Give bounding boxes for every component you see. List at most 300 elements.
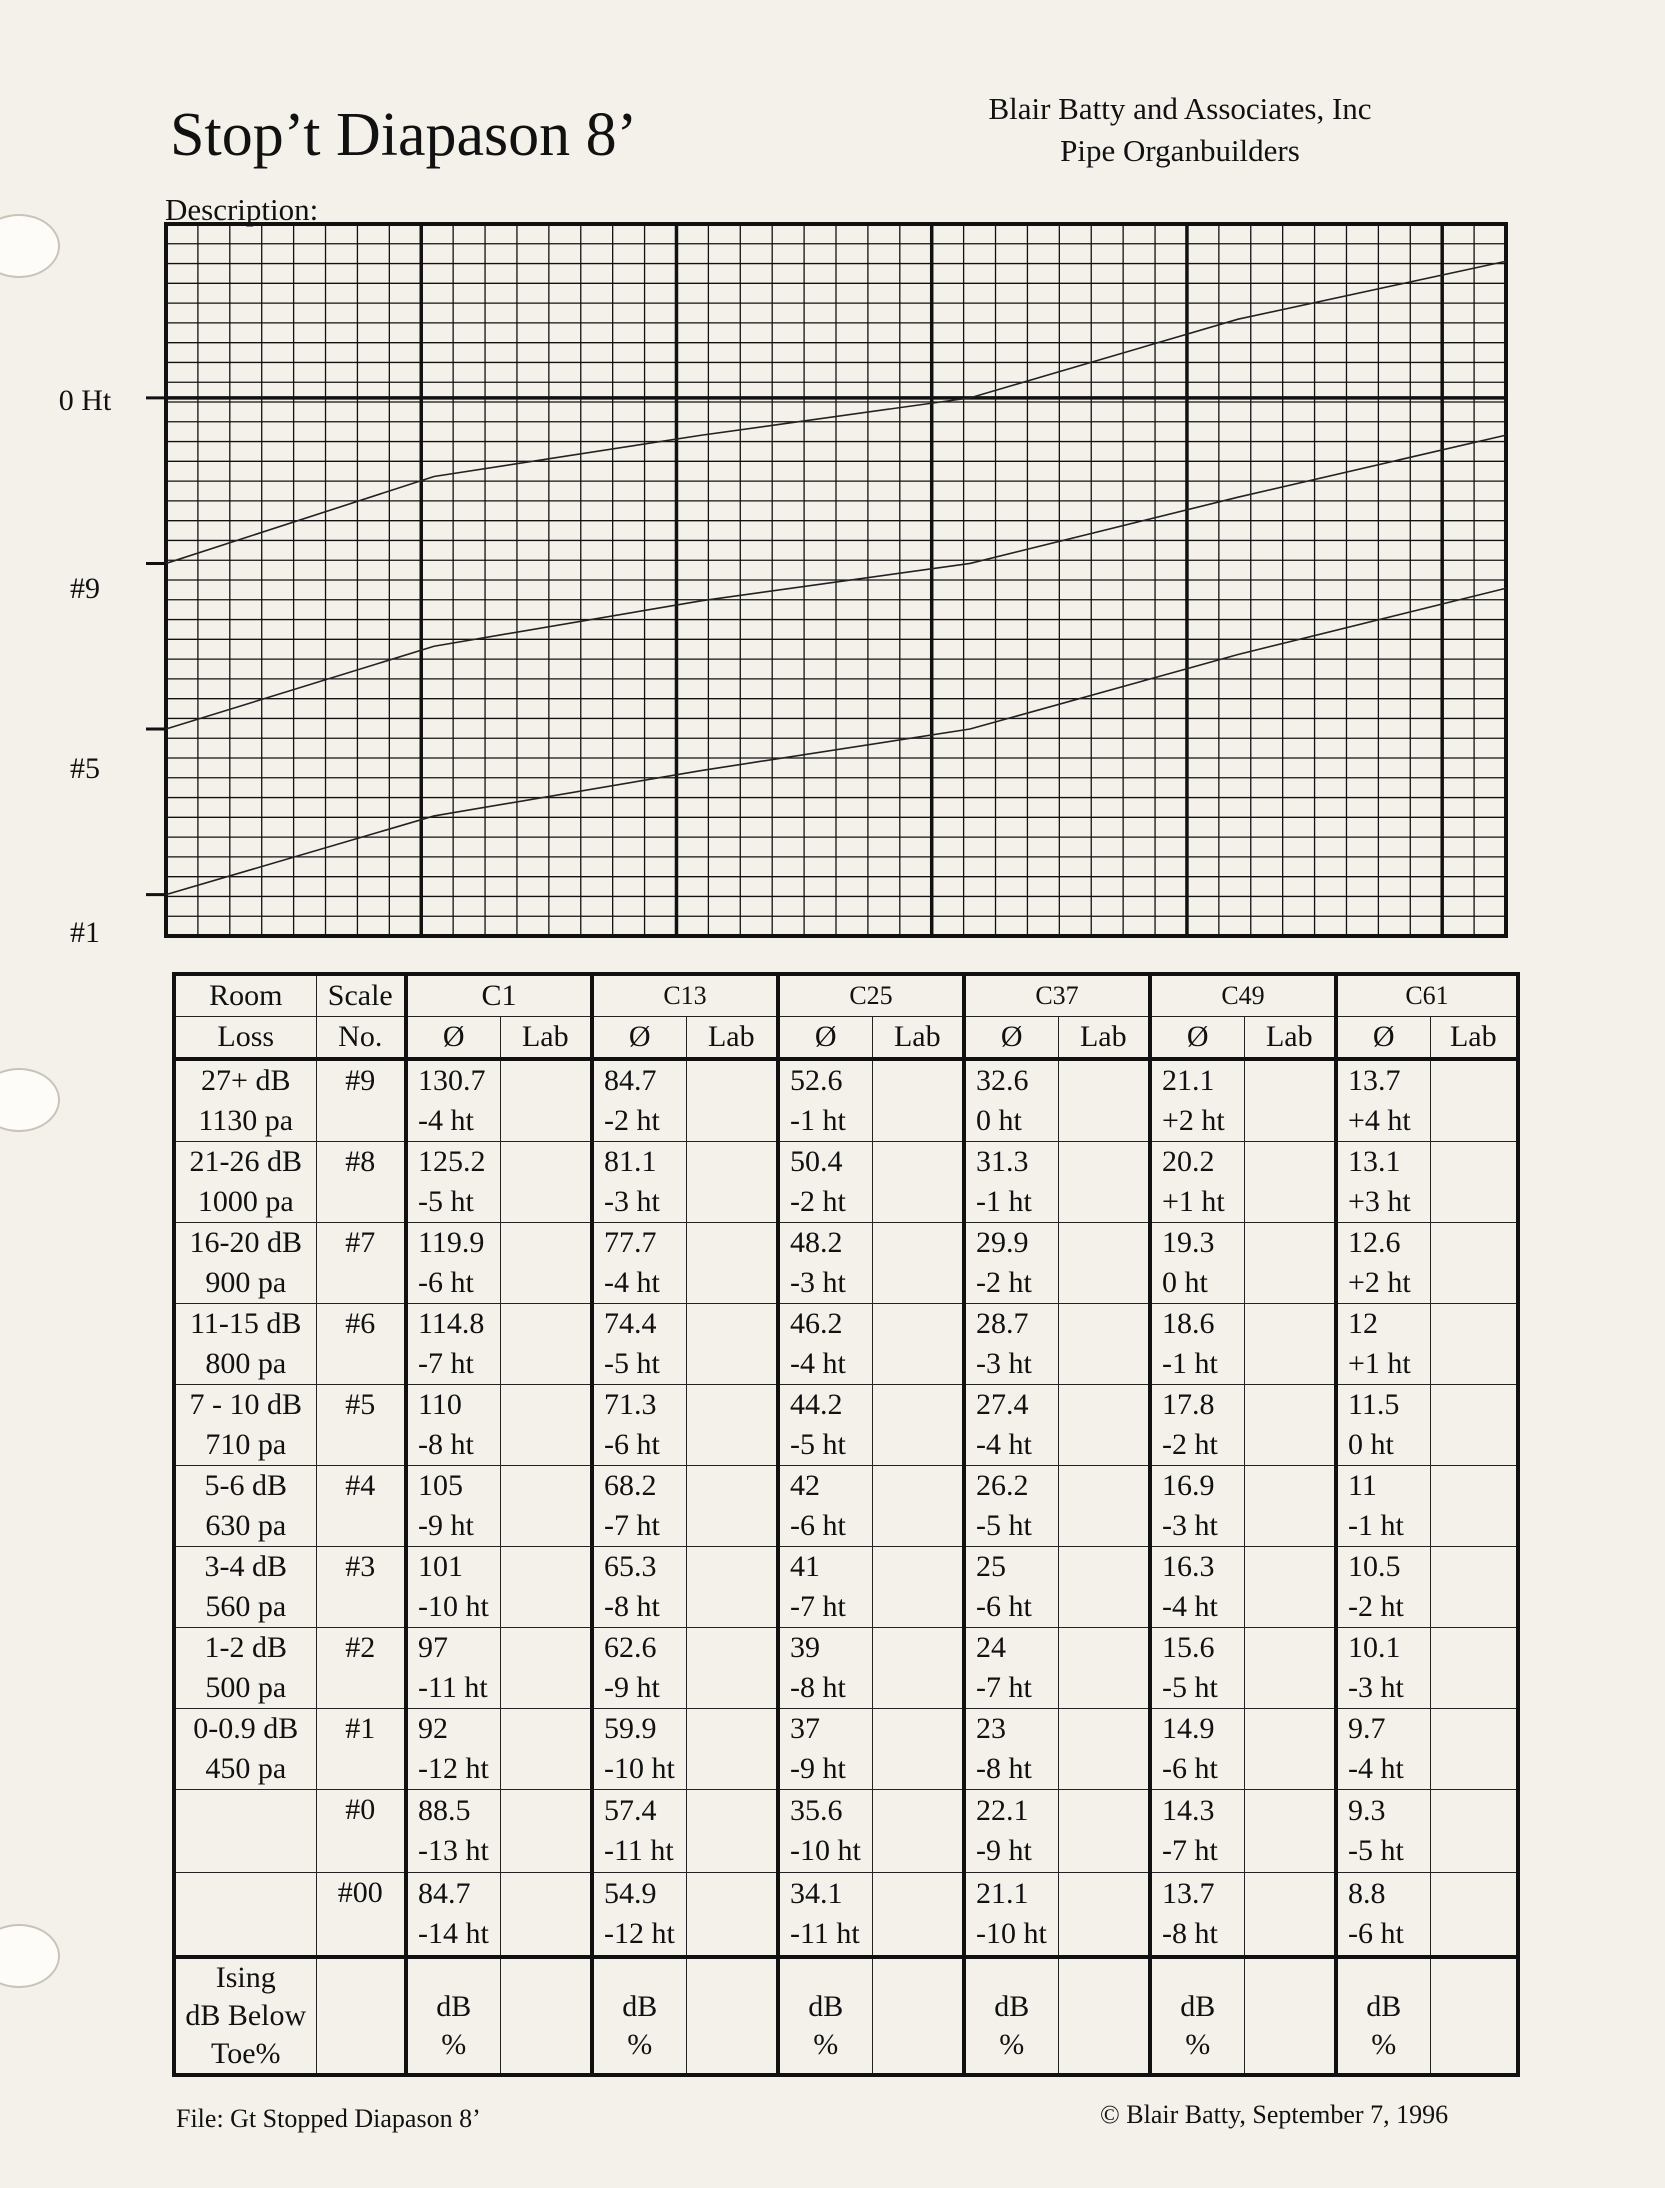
- room-loss-db: 7 - 10 dB: [189, 1388, 302, 1421]
- halftone-value: -3 ht: [1162, 1509, 1218, 1542]
- diameter-value: 59.9: [604, 1712, 657, 1745]
- halftone-value: +2 ht: [1162, 1104, 1225, 1137]
- diameter-value: 31.3: [976, 1145, 1029, 1178]
- halftone-value: -4 ht: [976, 1428, 1032, 1461]
- halftone-value: -8 ht: [790, 1671, 846, 1704]
- diameter-cell: [964, 1223, 1058, 1304]
- halftone-value: 0 ht: [976, 1104, 1022, 1137]
- diameter-value: 11.5: [1348, 1388, 1400, 1421]
- diameter-value: 37: [790, 1712, 821, 1745]
- halftone-value: +2 ht: [1348, 1266, 1411, 1299]
- diameter-cell: [1150, 1873, 1244, 1958]
- note-header-c61: C61: [1336, 974, 1518, 1017]
- halftone-value: -10 ht: [976, 1917, 1047, 1950]
- table-row: [174, 1790, 1518, 1873]
- halftone-value: -1 ht: [1162, 1347, 1218, 1380]
- lab-cell: [1430, 1304, 1518, 1385]
- ising-db: dB: [622, 1990, 658, 2023]
- diameter-cell: [406, 1223, 500, 1304]
- diameter-cell: [406, 1059, 500, 1142]
- room-loss-pa: 450 pa: [205, 1752, 287, 1785]
- diameter-value: 50.4: [790, 1145, 843, 1178]
- diameter-cell: [1336, 1059, 1430, 1142]
- diameter-value: 26.2: [976, 1469, 1029, 1502]
- diameter-value: 11: [1348, 1469, 1377, 1502]
- lab-cell: [1244, 1385, 1336, 1466]
- diameter-value: 27.4: [976, 1388, 1029, 1421]
- table-row: [174, 1142, 1518, 1223]
- lab-cell: [500, 1059, 592, 1142]
- room-loss-cell: [174, 1142, 316, 1223]
- diameter-value: 84.7: [604, 1064, 657, 1097]
- scale-number: #7: [316, 1223, 406, 1304]
- halftone-value: -4 ht: [1348, 1752, 1404, 1785]
- ising-percent: %: [627, 2028, 653, 2061]
- room-loss-pa: 1000 pa: [197, 1185, 294, 1218]
- diameter-value: 84.7: [418, 1877, 471, 1910]
- room-loss-cell: [174, 1628, 316, 1709]
- diameter-cell: [406, 1385, 500, 1466]
- lab-cell: [686, 1466, 778, 1547]
- diameter-value: 12: [1348, 1307, 1379, 1340]
- scale-number: #0: [316, 1790, 406, 1873]
- diameter-cell: [778, 1223, 872, 1304]
- diameter-cell: [778, 1385, 872, 1466]
- table-row: [174, 1628, 1518, 1709]
- lab-header: Lab: [1244, 1017, 1336, 1060]
- halftone-value: -8 ht: [418, 1428, 474, 1461]
- halftone-value: -6 ht: [1348, 1917, 1404, 1950]
- scale-number: #00: [316, 1873, 406, 1958]
- ising-line: Toe%: [210, 2037, 281, 2070]
- halftone-value: -6 ht: [604, 1428, 660, 1461]
- lab-cell: [686, 1385, 778, 1466]
- halftone-value: -5 ht: [1348, 1834, 1404, 1867]
- diameter-value: 13.7: [1162, 1877, 1215, 1910]
- ising-db: dB: [436, 1990, 472, 2023]
- lab-cell: [686, 1709, 778, 1790]
- halftone-value: 0 ht: [1348, 1428, 1394, 1461]
- lab-cell: [500, 1304, 592, 1385]
- lab-cell: [1058, 1709, 1150, 1790]
- diameter-value: 130.7: [418, 1064, 486, 1097]
- diameter-cell: [1150, 1142, 1244, 1223]
- diameter-value: 92: [418, 1712, 448, 1745]
- diameter-cell: [1336, 1709, 1430, 1790]
- ising-scale-cell: [316, 1957, 406, 2075]
- diameter-value: 62.6: [604, 1631, 657, 1664]
- lab-cell: [1430, 1790, 1518, 1873]
- scale-number: #1: [316, 1709, 406, 1790]
- ising-lab-cell: [1430, 1957, 1518, 2075]
- lab-cell: [500, 1709, 592, 1790]
- room-loss-db: 1-2 dB: [204, 1631, 287, 1664]
- diameter-cell: [964, 1466, 1058, 1547]
- diameter-value: 13.1: [1348, 1145, 1401, 1178]
- lab-header: Lab: [1058, 1017, 1150, 1060]
- halftone-value: -7 ht: [604, 1509, 660, 1542]
- diameter-cell: [1336, 1385, 1430, 1466]
- diameter-cell: [964, 1709, 1058, 1790]
- diameter-value: 17.8: [1162, 1388, 1215, 1421]
- diameter-cell: [1336, 1466, 1430, 1547]
- diameter-cell: [406, 1628, 500, 1709]
- scale-number: #6: [316, 1304, 406, 1385]
- diameter-cell: [592, 1628, 686, 1709]
- table-row: [174, 1873, 1518, 1958]
- halftone-value: -5 ht: [790, 1428, 846, 1461]
- lab-cell: [1430, 1709, 1518, 1790]
- diameter-cell: [778, 1304, 872, 1385]
- diameter-cell: [592, 1385, 686, 1466]
- ising-cell: [592, 1957, 686, 2075]
- lab-cell: [1058, 1059, 1150, 1142]
- halftone-value: -12 ht: [418, 1752, 489, 1785]
- lab-cell: [1058, 1547, 1150, 1628]
- halftone-value: -8 ht: [976, 1752, 1032, 1785]
- halftone-value: -6 ht: [790, 1509, 846, 1542]
- halftone-value: +4 ht: [1348, 1104, 1411, 1137]
- halftone-value: -2 ht: [976, 1266, 1032, 1299]
- halftone-value: -11 ht: [418, 1671, 488, 1704]
- diameter-cell: [1150, 1223, 1244, 1304]
- diameter-cell: [1150, 1547, 1244, 1628]
- diameter-cell: [964, 1547, 1058, 1628]
- halftone-value: -4 ht: [1162, 1590, 1218, 1623]
- room-loss-header: Room: [174, 974, 316, 1017]
- binder-hole: [0, 1924, 60, 1988]
- lab-cell: [1430, 1385, 1518, 1466]
- page-title: Stop’t Diapason 8’: [170, 101, 638, 169]
- halftone-value: -2 ht: [790, 1185, 846, 1218]
- diameter-value: 14.3: [1162, 1794, 1215, 1827]
- halftone-value: -7 ht: [418, 1347, 474, 1380]
- diameter-value: 114.8: [418, 1307, 485, 1340]
- diameter-cell: [1150, 1628, 1244, 1709]
- diameter-value: 101: [418, 1550, 463, 1583]
- ising-percent: %: [813, 2028, 839, 2061]
- halftone-value: -1 ht: [790, 1104, 846, 1137]
- lab-header: Lab: [872, 1017, 964, 1060]
- lab-cell: [1430, 1628, 1518, 1709]
- halftone-value: -6 ht: [418, 1266, 474, 1299]
- diameter-cell: [1336, 1223, 1430, 1304]
- diameter-value: 9.3: [1348, 1794, 1386, 1827]
- diameter-cell: [1336, 1790, 1430, 1873]
- diameter-cell: [1336, 1304, 1430, 1385]
- lab-header: Lab: [500, 1017, 592, 1060]
- lab-cell: [686, 1304, 778, 1385]
- diameter-value: 13.7: [1348, 1064, 1401, 1097]
- ising-row: [174, 1957, 1518, 2075]
- halftone-value: -2 ht: [1162, 1428, 1218, 1461]
- halftone-value: -9 ht: [418, 1509, 474, 1542]
- diameter-cell: [406, 1873, 500, 1958]
- diameter-value: 105: [418, 1469, 463, 1502]
- diameter-cell: [778, 1790, 872, 1873]
- phi-header: Ø: [592, 1017, 686, 1060]
- ising-db: dB: [1180, 1990, 1216, 2023]
- room-loss-db: 21-26 dB: [189, 1145, 302, 1178]
- table-row: [174, 1547, 1518, 1628]
- lab-cell: [1244, 1304, 1336, 1385]
- lab-cell: [1244, 1873, 1336, 1958]
- lab-cell: [1244, 1547, 1336, 1628]
- lab-cell: [872, 1709, 964, 1790]
- halftone-value: -10 ht: [604, 1752, 675, 1785]
- halftone-value: -9 ht: [790, 1752, 846, 1785]
- lab-cell: [872, 1385, 964, 1466]
- diameter-value: 14.9: [1162, 1712, 1215, 1745]
- scale-number: #9: [316, 1059, 406, 1142]
- halftone-value: -8 ht: [604, 1590, 660, 1623]
- lab-cell: [686, 1873, 778, 1958]
- halftone-value: -7 ht: [976, 1671, 1032, 1704]
- y-tick-label: #5: [70, 752, 100, 785]
- diameter-value: 65.3: [604, 1550, 657, 1583]
- room-loss-cell: [174, 1385, 316, 1466]
- description-label: Description:: [165, 192, 319, 227]
- diameter-cell: [964, 1059, 1058, 1142]
- diameter-cell: [592, 1709, 686, 1790]
- diameter-value: 29.9: [976, 1226, 1029, 1259]
- lab-cell: [1058, 1304, 1150, 1385]
- diameter-cell: [778, 1547, 872, 1628]
- ising-lab-cell: [872, 1957, 964, 2075]
- diameter-value: 74.4: [604, 1307, 657, 1340]
- halftone-value: -5 ht: [976, 1509, 1032, 1542]
- lab-cell: [686, 1628, 778, 1709]
- lab-cell: [686, 1059, 778, 1142]
- ising-db: dB: [994, 1990, 1030, 2023]
- lab-cell: [1244, 1790, 1336, 1873]
- room-loss-pa: 800 pa: [205, 1347, 287, 1380]
- halftone-value: -1 ht: [1348, 1509, 1404, 1542]
- halftone-value: +1 ht: [1348, 1347, 1411, 1380]
- diameter-cell: [964, 1385, 1058, 1466]
- diameter-cell: [592, 1790, 686, 1873]
- note-header-c49: C49: [1150, 974, 1336, 1017]
- halftone-value: -12 ht: [604, 1917, 675, 1950]
- lab-cell: [1430, 1223, 1518, 1304]
- diameter-cell: [1336, 1873, 1430, 1958]
- lab-header: Lab: [1430, 1017, 1518, 1060]
- halftone-value: -4 ht: [790, 1347, 846, 1380]
- ising-lab-cell: [500, 1957, 592, 2075]
- lab-cell: [872, 1223, 964, 1304]
- lab-cell: [500, 1385, 592, 1466]
- diameter-value: 41: [790, 1550, 821, 1583]
- lab-cell: [1058, 1790, 1150, 1873]
- scale-header: No.: [316, 1017, 406, 1060]
- diameter-cell: [592, 1059, 686, 1142]
- lab-cell: [1244, 1223, 1336, 1304]
- lab-cell: [500, 1142, 592, 1223]
- diameter-cell: [1150, 1709, 1244, 1790]
- room-loss-pa: 900 pa: [205, 1266, 287, 1299]
- diameter-value: 46.2: [790, 1307, 843, 1340]
- diameter-value: 21.1: [976, 1877, 1029, 1910]
- diameter-cell: [592, 1873, 686, 1958]
- ising-lab-cell: [1244, 1957, 1336, 2075]
- note-header-c37: C37: [964, 974, 1150, 1017]
- lab-cell: [1058, 1385, 1150, 1466]
- ising-cell: [964, 1957, 1058, 2075]
- ising-label: [174, 1957, 316, 2075]
- halftone-value: -5 ht: [604, 1347, 660, 1380]
- note-header-c1: C1: [406, 974, 592, 1017]
- copyright: © Blair Batty, September 7, 1996: [1100, 2100, 1449, 2129]
- lab-cell: [872, 1547, 964, 1628]
- diameter-value: 20.2: [1162, 1145, 1215, 1178]
- table-row: [174, 1466, 1518, 1547]
- diameter-cell: [778, 1142, 872, 1223]
- diameter-value: 48.2: [790, 1226, 843, 1259]
- ising-percent: %: [1371, 2028, 1397, 2061]
- ising-db: dB: [1366, 1990, 1402, 2023]
- halftone-value: -3 ht: [790, 1266, 846, 1299]
- halftone-value: -6 ht: [976, 1590, 1032, 1623]
- ising-line: dB Below: [185, 1999, 307, 2032]
- diameter-value: 24: [976, 1631, 1007, 1664]
- y-tick-label: #1: [70, 916, 100, 949]
- scale-number: #4: [316, 1466, 406, 1547]
- lab-cell: [500, 1873, 592, 1958]
- note-header-c25: C25: [778, 974, 964, 1017]
- halftone-value: -4 ht: [604, 1266, 660, 1299]
- diameter-cell: [406, 1547, 500, 1628]
- lab-cell: [872, 1142, 964, 1223]
- room-loss-db: 5-6 dB: [204, 1469, 287, 1502]
- phi-header: Ø: [1336, 1017, 1430, 1060]
- lab-cell: [1430, 1547, 1518, 1628]
- lab-cell: [500, 1790, 592, 1873]
- lab-cell: [872, 1059, 964, 1142]
- room-loss-pa: 710 pa: [205, 1428, 287, 1461]
- diameter-cell: [964, 1628, 1058, 1709]
- lab-cell: [872, 1628, 964, 1709]
- halftone-value: 0 ht: [1162, 1266, 1208, 1299]
- lab-cell: [686, 1547, 778, 1628]
- halftone-value: -3 ht: [604, 1185, 660, 1218]
- diameter-cell: [1150, 1385, 1244, 1466]
- lab-cell: [1430, 1466, 1518, 1547]
- halftone-value: -6 ht: [1162, 1752, 1218, 1785]
- room-loss-cell: [174, 1059, 316, 1142]
- halftone-value: -2 ht: [604, 1104, 660, 1137]
- halftone-value: -14 ht: [418, 1917, 489, 1950]
- room-loss-cell: [174, 1873, 316, 1958]
- room-loss-cell: [174, 1709, 316, 1790]
- scale-number: #8: [316, 1142, 406, 1223]
- halftone-value: -11 ht: [790, 1917, 860, 1950]
- phi-header: Ø: [406, 1017, 500, 1060]
- diameter-value: 21.1: [1162, 1064, 1215, 1097]
- diameter-cell: [592, 1223, 686, 1304]
- diameter-value: 22.1: [976, 1794, 1029, 1827]
- room-loss-db: 16-20 dB: [189, 1226, 302, 1259]
- diameter-value: 16.9: [1162, 1469, 1215, 1502]
- halftone-value: -5 ht: [418, 1185, 474, 1218]
- diameter-cell: [406, 1304, 500, 1385]
- ising-percent: %: [1185, 2028, 1211, 2061]
- halftone-value: -11 ht: [604, 1834, 674, 1867]
- diameter-cell: [592, 1547, 686, 1628]
- diameter-value: 32.6: [976, 1064, 1029, 1097]
- ising-db: dB: [808, 1990, 844, 2023]
- diameter-value: 12.6: [1348, 1226, 1401, 1259]
- diameter-cell: [1150, 1059, 1244, 1142]
- file-name: File: Gt Stopped Diapason 8’: [176, 2104, 481, 2133]
- diameter-value: 10.5: [1348, 1550, 1401, 1583]
- scale-number: #3: [316, 1547, 406, 1628]
- room-loss-db: 0-0.9 dB: [193, 1712, 299, 1745]
- diameter-value: 9.7: [1348, 1712, 1386, 1745]
- room-loss-db: 27+ dB: [201, 1064, 291, 1097]
- ising-cell: [1150, 1957, 1244, 2075]
- halftone-value: -3 ht: [976, 1347, 1032, 1380]
- lab-cell: [872, 1304, 964, 1385]
- company-line: Blair Batty and Associates, Inc: [988, 91, 1372, 126]
- lab-cell: [1058, 1142, 1150, 1223]
- diameter-value: 25: [976, 1550, 1007, 1583]
- lab-cell: [1244, 1628, 1336, 1709]
- halftone-value: -3 ht: [1348, 1671, 1404, 1704]
- room-loss-cell: [174, 1466, 316, 1547]
- diameter-value: 71.3: [604, 1388, 657, 1421]
- diameter-cell: [1336, 1628, 1430, 1709]
- room-loss-pa: 560 pa: [205, 1590, 287, 1623]
- lab-cell: [1244, 1709, 1336, 1790]
- room-loss-cell: [174, 1223, 316, 1304]
- diameter-value: 119.9: [418, 1226, 485, 1259]
- note-header-c13: C13: [592, 974, 778, 1017]
- lab-cell: [1058, 1466, 1150, 1547]
- lab-cell: [1058, 1873, 1150, 1958]
- diameter-cell: [1336, 1547, 1430, 1628]
- diameter-cell: [778, 1873, 872, 1958]
- lab-cell: [1430, 1059, 1518, 1142]
- diameter-cell: [778, 1709, 872, 1790]
- scaling-chart: [0, 0, 1665, 960]
- diameter-cell: [964, 1790, 1058, 1873]
- room-loss-pa: 500 pa: [205, 1671, 287, 1704]
- diameter-value: 110: [418, 1388, 462, 1421]
- room-loss-pa: 1130 pa: [198, 1104, 294, 1137]
- halftone-value: -9 ht: [976, 1834, 1032, 1867]
- ising-percent: %: [999, 2028, 1025, 2061]
- phi-header: Ø: [1150, 1017, 1244, 1060]
- diameter-value: 44.2: [790, 1388, 843, 1421]
- lab-cell: [500, 1223, 592, 1304]
- halftone-value: -8 ht: [1162, 1917, 1218, 1950]
- lab-cell: [1058, 1628, 1150, 1709]
- diameter-value: 77.7: [604, 1226, 657, 1259]
- lab-cell: [872, 1466, 964, 1547]
- diameter-value: 54.9: [604, 1877, 657, 1910]
- diameter-cell: [592, 1466, 686, 1547]
- diameter-value: 34.1: [790, 1877, 843, 1910]
- diameter-cell: [1336, 1142, 1430, 1223]
- ising-lab-cell: [1058, 1957, 1150, 2075]
- diameter-cell: [406, 1709, 500, 1790]
- y-tick-label: #9: [70, 572, 100, 605]
- lab-cell: [1244, 1142, 1336, 1223]
- room-loss-db: 3-4 dB: [204, 1550, 287, 1583]
- phi-header: Ø: [964, 1017, 1058, 1060]
- halftone-value: -10 ht: [790, 1834, 861, 1867]
- lab-cell: [686, 1223, 778, 1304]
